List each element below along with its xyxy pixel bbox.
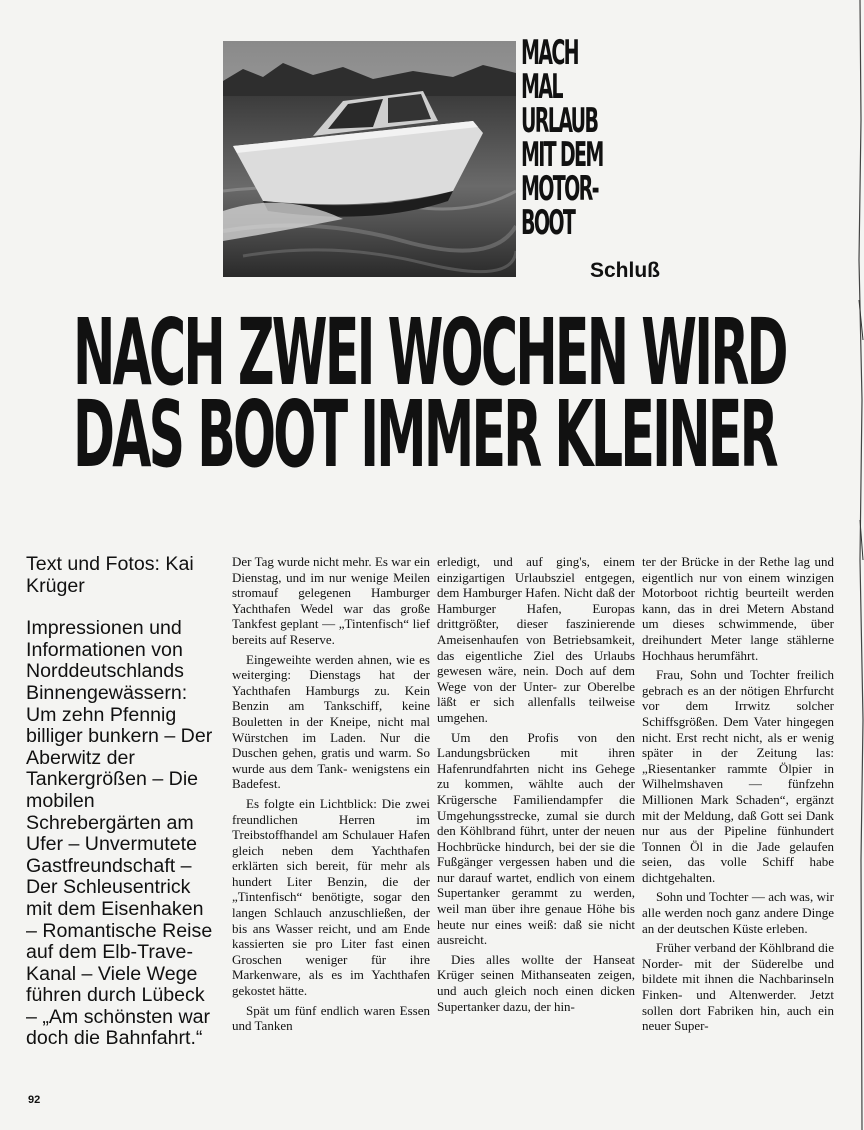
article-headline <box>73 299 805 488</box>
paragraph: Spät um fünf endlich waren Essen und Tanken <box>232 1002 430 1034</box>
series-note: Schluß <box>590 259 661 282</box>
author-credit: Text und Fotos: Kai Krüger <box>26 553 194 597</box>
paragraph: Um den Profis von den Landungsbrücken mit ihren Hafenrundfahrten nicht ins Gehege zu kommen, wählte auch der Krügersche Familiendampfer die Umgehungsstrecke, zumal sie durch den Köhlbrand führt, unter der neuen Hochbrücke hindurch, bei der sie die Fußgänger vergessen haben und die nur darauf wartet, endlich von einem Supertanker gerammt zu werden, weil man über ihre genaue Höhe bis heute nur eines weiß: daß sie nicht ausreicht. <box>437 729 635 948</box>
kicker-line: MOTOR- <box>521 169 598 209</box>
headline-line: NACH ZWEI WOCHEN WIRD <box>73 299 786 406</box>
text-column-2 <box>437 554 635 1018</box>
kicker-line: MIT DEM <box>521 135 603 175</box>
paragraph: Es folgte ein Lichtblick: Die zwei freundlichen Herren im Treibstoffhandel am Schulauer Hafen gleich neben dem Yachthafen erklärten sich bereit, für mehr als hundert Liter Benzin, die der „Tintenfisch“ benötigte, sogar den langen Schlauch anzuschließen, der bis ans Wasser reicht, und am Ende kassierten sie pro Liter fast einen Groschen weniger für ihre Markenware, als es im Yachthafen gekostet hätte. <box>232 795 430 999</box>
headline-line: DAS BOOT IMMER KLEINER <box>73 381 776 488</box>
paragraph: Früher verband der Köhlbrand die Norder- mit der Süderelbe und bildete mit ihnen die Nachbarinseln Finken- und Altenwerder. Jetzt sollen dort Fabriken hin, auch ein neuer Super- <box>642 940 834 1034</box>
paragraph: Der Tag wurde nicht mehr. Es war ein Dienstag, und im nur wenige Meilen stromauf gelegenen Hamburger Yachthafen Wedel war das große Tankfest geplant — „Tintenfisch“ lief bereits auf Reserve. <box>232 554 430 647</box>
series-kicker <box>521 33 605 243</box>
paragraph: Sohn und Tochter — ach was, wir alle werden noch ganz andere Dinge an der deutschen Küste erleben. <box>642 889 834 936</box>
article-summary: Impressionen und Informationen von Norddeutschlands Binnengewässern: Um zehn Pfennig billiger bunkern – Der Aberwitz der Tankergrößen – Die mobilen Schrebergärten am Ufer – Unvermutete Gastfreundschaft – Der Schleusentrick mit dem Eisenhaken – Romantische Reise auf dem Elb-Trave-Kanal – Viele Wege führen durch Lübeck – „Am schönsten war doch die Bahnfahrt.“ <box>26 617 213 1050</box>
motorboat-photo <box>223 41 516 277</box>
text-column-3 <box>642 554 834 1038</box>
page-number: 92 <box>28 1094 41 1106</box>
article-intro <box>26 554 216 1050</box>
paragraph: Eingeweihte werden ahnen, wie es weiterging: Dienstags hat der Yachthafen Hamburgs zu. Kein Benzin am Tankschiff, keine Bouletten in der Kneipe, nicht mal Würstchen im Laden. Nur die Duschen gehen, gratis und warm. So wurde aus dem Tank- wenigstens ein Badefest. <box>232 651 430 792</box>
paragraph: Frau, Sohn und Tochter freilich gebrach es an der nötigen Ehrfurcht vor dem Irrwitz solcher Schiffsgrößen. Dem Vater hingegen nicht. Erst recht nicht, als er wenig später in der Zeitung las: „Riesentanker rammte Ölpier in Wilhelmshaven — fünfzehn Millionen Mark Schaden“, ergänzt mit der Meldung, daß Gott sei Dank nur aus der Pipeline fünhundert Tonnen Öl in die Jade gelaufen seien, das volle Schiff habe dichtgehalten. <box>642 667 834 885</box>
kicker-line: MAL <box>521 67 562 107</box>
kicker-line: BOOT <box>521 203 575 243</box>
kicker-line: URLAUB <box>521 101 598 141</box>
paragraph: Dies alles wollte der Hanseat Krüger seinen Mithanseaten zeigen, und auch gleich noch einen dicken Supertanker dazu, der hin- <box>437 951 635 1014</box>
scan-edge <box>851 0 864 1130</box>
paragraph: ter der Brücke in der Rethe lag und eigentlich nur von einem winzigen Motorboot richtig beurteilt werden kann, das in drei Metern Abstand um dieses schwimmende, über dreihundert Meter lange stählerne Hochhaus herumfährt. <box>642 554 834 663</box>
paragraph: erledigt, und auf ging's, einem einzigartigen Urlaubsziel entgegen, dem Hamburger Hafen. Nicht daß der Hamburger Hafen, Europas drittgrößter, dieser faszinierende Ameisenhaufen von Betriebsamkeit, das eigentliche Ziel des Urlaubs gewesen wäre, nein. Doch auf dem Wege von der Unter- zur Oberelbe läßt er sich allenfalls teilweise umgehen. <box>437 554 635 725</box>
kicker-line: MACH <box>521 33 578 73</box>
text-column-1 <box>232 554 430 1038</box>
